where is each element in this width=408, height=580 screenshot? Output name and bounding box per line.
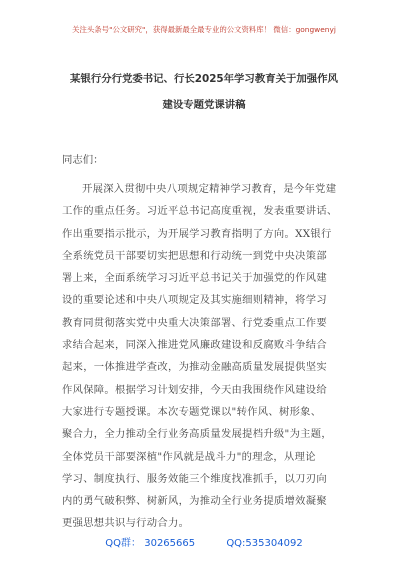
body-line: 学习、制度执行、服务效能三个维度找准抓手，以刀刃向 <box>62 472 327 485</box>
body-line: 全体党员干部要深植"作风就是战斗力"的理念，从理论 <box>62 450 316 463</box>
body-line: 署上来，全面系统学习习近平总书记关于加强党的作风建 <box>62 272 327 285</box>
body-line: 聚合力，全力推动全行业务高质量发展提档升级"为主题， <box>62 428 332 441</box>
body-line: 更强思想共识与行动合力。 <box>62 517 190 530</box>
footer-qq-group: QQ群： 30265665 <box>105 538 196 549</box>
body-line: 求结合起来，同深入推进党风廉政建设和反腐败斗争结合 <box>62 339 327 352</box>
footer-contact <box>0 534 408 549</box>
body-line: 大家进行专题授课。本次专题党课以"转作风、树形象、 <box>62 405 322 418</box>
body-line: 教育同贯彻落实党中央重大决策部署、行党委重点工作要 <box>62 316 327 329</box>
body-line: 作出重要指示批示，为开展学习教育指明了方向。XX银行 <box>62 227 332 240</box>
document-title-line-1: 某银行分行党委书记、行长2025年学习教育关于加强作风 <box>70 73 338 85</box>
body-line: 起来，一体推进学查改，为推动金融高质量发展提供坚实 <box>62 361 327 374</box>
body-line: 设的重要论述和中央八项规定及其实施细则精神，将学习 <box>62 294 327 307</box>
document-title-line-2: 建设专题党课讲稿 <box>162 99 246 111</box>
body-line: 内的勇气破积弊、树新风，为推动全行业务提质增效凝聚 <box>62 495 327 508</box>
body-line: 作风保障。根据学习计划安排，今天由我围绕作风建设给 <box>62 383 327 396</box>
footer-qq-number: QQ:535304092 <box>226 538 303 549</box>
body-line: 工作的重点任务。习近平总书记高度重视，发表重要讲话、 <box>62 205 338 218</box>
header-banner: 关注头条号"公文研究"，获得最新最全最专业的公文资料库！ 微信：gongwenyj <box>72 25 336 34</box>
body-paragraph <box>62 178 352 535</box>
salutation: 同志们： <box>62 154 104 166</box>
body-line: 开展深入贯彻中央八项规定精神学习教育，是今年党建 <box>82 183 337 195</box>
body-line: 全系统党员干部要切实把思想和行动统一到党中央决策部 <box>62 249 327 262</box>
